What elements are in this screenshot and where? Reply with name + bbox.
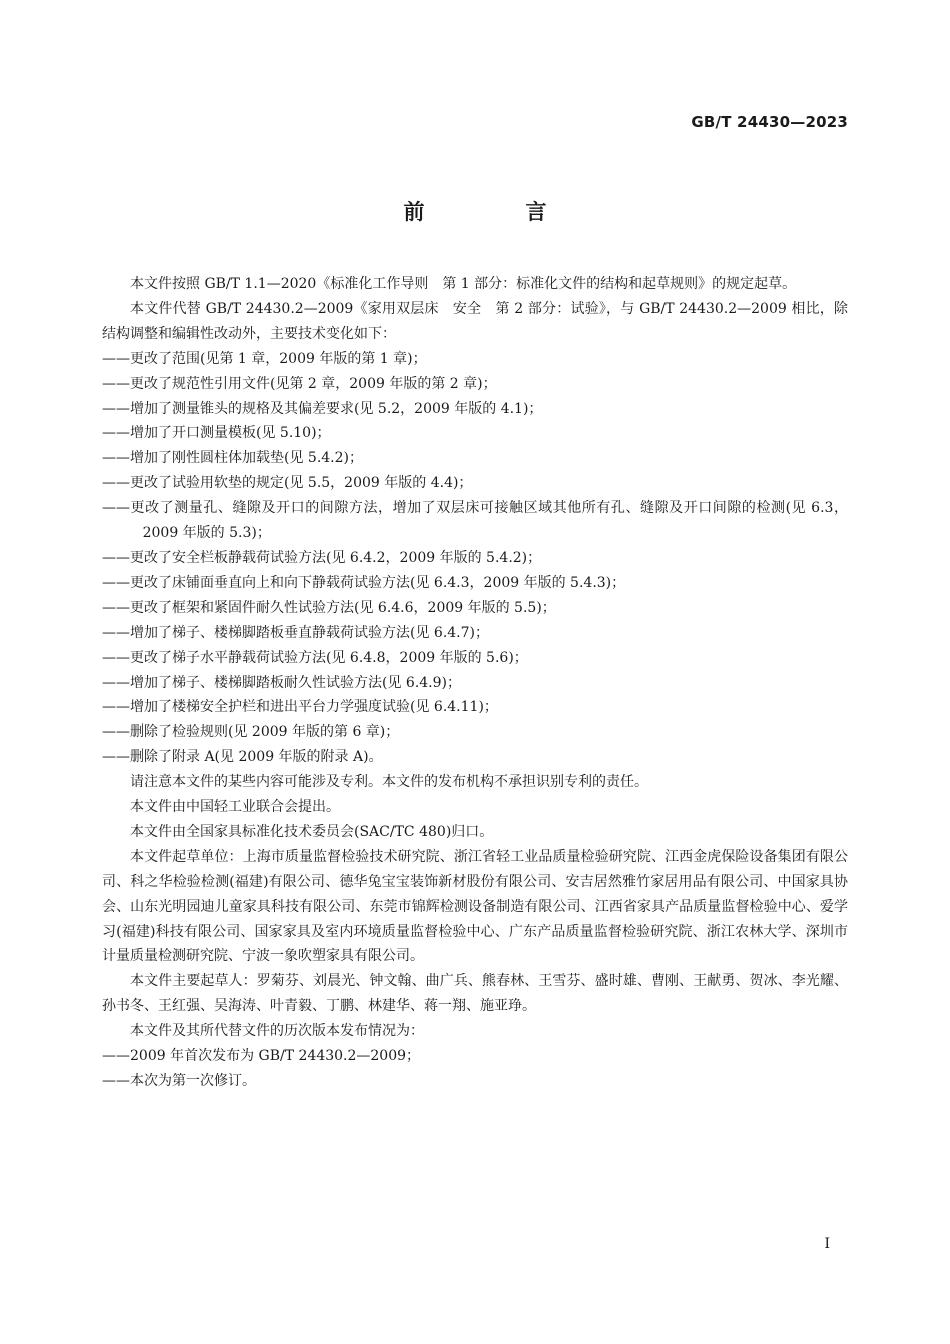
paragraph-replacement: 本文件代替 GB/T 24430.2—2009《家用双层床 安全 第 2 部分：试验》，与 GB/T 24430.2—2009 相比，除结构调整和编辑性改动外，主要技术变化如下：: [102, 300, 848, 342]
change-item: ——增加了梯子、楼梯脚踏板垂直静载荷试验方法(见 6.4.7)；: [102, 624, 489, 641]
paragraph-proposer: 本文件由中国轻工业联合会提出。: [130, 799, 340, 816]
page-number: I: [824, 1236, 830, 1252]
paragraph-drafting-rules: 本文件按照 GB/T 1.1—2020《标准化工作导则 第 1 部分：标准化文件的结构和起草规则》的规定起草。: [130, 276, 797, 292]
paragraph-version-history: 本文件及其所代替文件的历次版本发布情况为：: [130, 1023, 424, 1040]
change-item: ——删除了检验规则(见 2009 年版的第 6 章)；: [102, 724, 400, 741]
change-item: ——更改了梯子水平静载荷试验方法(见 6.4.8，2009 年版的 5.6)；: [102, 649, 528, 666]
change-item: ——更改了试验用软垫的规定(见 5.5，2009 年版的 4.4)；: [102, 475, 473, 492]
standard-code: GB/T 24430—2023: [691, 113, 848, 131]
change-item: ——更改了规范性引用文件(见第 2 章，2009 年版的第 2 章)；: [102, 375, 497, 392]
change-item: ——增加了开口测量模板(见 5.10)；: [102, 425, 331, 442]
change-item: ——更改了安全栏板静载荷试验方法(见 6.4.2，2009 年版的 5.4.2)；: [102, 549, 542, 566]
change-item: ——更改了范围(见第 1 章，2009 年版的第 1 章)；: [102, 350, 427, 367]
change-item: ——更改了测量孔、缝隙及开口的间隙方法，增加了双层床可接触区域其他所有孔、缝隙及开口间隙的检测(见 6.3，2009 年版的 5.3)；: [102, 500, 848, 542]
history-item: ——2009 年首次发布为 GB/T 24430.2—2009；: [102, 1048, 421, 1065]
history-item: ——本次为第一次修订。: [102, 1073, 256, 1089]
change-item: ——更改了床铺面垂直向上和向下静载荷试验方法(见 6.4.3，2009 年版的 5.4.3)；: [102, 574, 626, 591]
change-item: ——增加了刚性圆柱体加载垫(见 5.4.2)；: [102, 450, 363, 467]
page-title: 前 言: [403, 200, 587, 224]
paragraph-committee: 本文件由全国家具标准化技术委员会(SAC/TC 480)归口。: [130, 823, 494, 840]
paragraph-drafting-units: 本文件起草单位：上海市质量监督检验技术研究院、浙江省轻工业品质量检验研究院、江西金虎保险设备集团有限公司、科之华检验检测(福建)有限公司、德华兔宝宝装饰新材股份有限公司、安吉居然雅竹家居用品有限公司、中国家具协会、山东光明园迪儿童家具科技有限公司、东莞市锦辉检测设备制造有限公司、江西省家具产品质量监督检验中心、爱学习(福建)科技有限公司、国家家具及室内环境质量监督检验中心、广东产品质量监督检验研究院、浙江农林大学、深圳市计量质量检测研究院、宁波一象吹塑家具有限公司。: [102, 848, 848, 965]
change-item: ——增加了测量锥头的规格及其偏差要求(见 5.2，2009 年版的 4.1)；: [102, 400, 543, 417]
change-item: ——删除了附录 A(见 2009 年版的附录 A)。: [102, 749, 383, 766]
paragraph-drafters: 本文件主要起草人：罗菊芬、刘晨光、钟文翰、曲广兵、熊春林、王雪芬、盛时雄、曹刚、王献勇、贺冰、李光耀、孙书冬、王红强、吴海涛、叶青毅、丁鹏、林建华、蒋一翔、施亚琤。: [102, 973, 848, 1015]
change-item: ——更改了框架和紧固件耐久性试验方法(见 6.4.6，2009 年版的 5.5)；: [102, 599, 556, 616]
document-body: [102, 272, 848, 1094]
change-item: ——增加了楼梯安全护栏和进出平台力学强度试验(见 6.4.11)；: [102, 699, 498, 716]
paragraph-patent-notice: 请注意本文件的某些内容可能涉及专利。本文件的发布机构不承担识别专利的责任。: [130, 774, 648, 791]
change-item: ——增加了梯子、楼梯脚踏板耐久性试验方法(见 6.4.9)；: [102, 674, 461, 691]
